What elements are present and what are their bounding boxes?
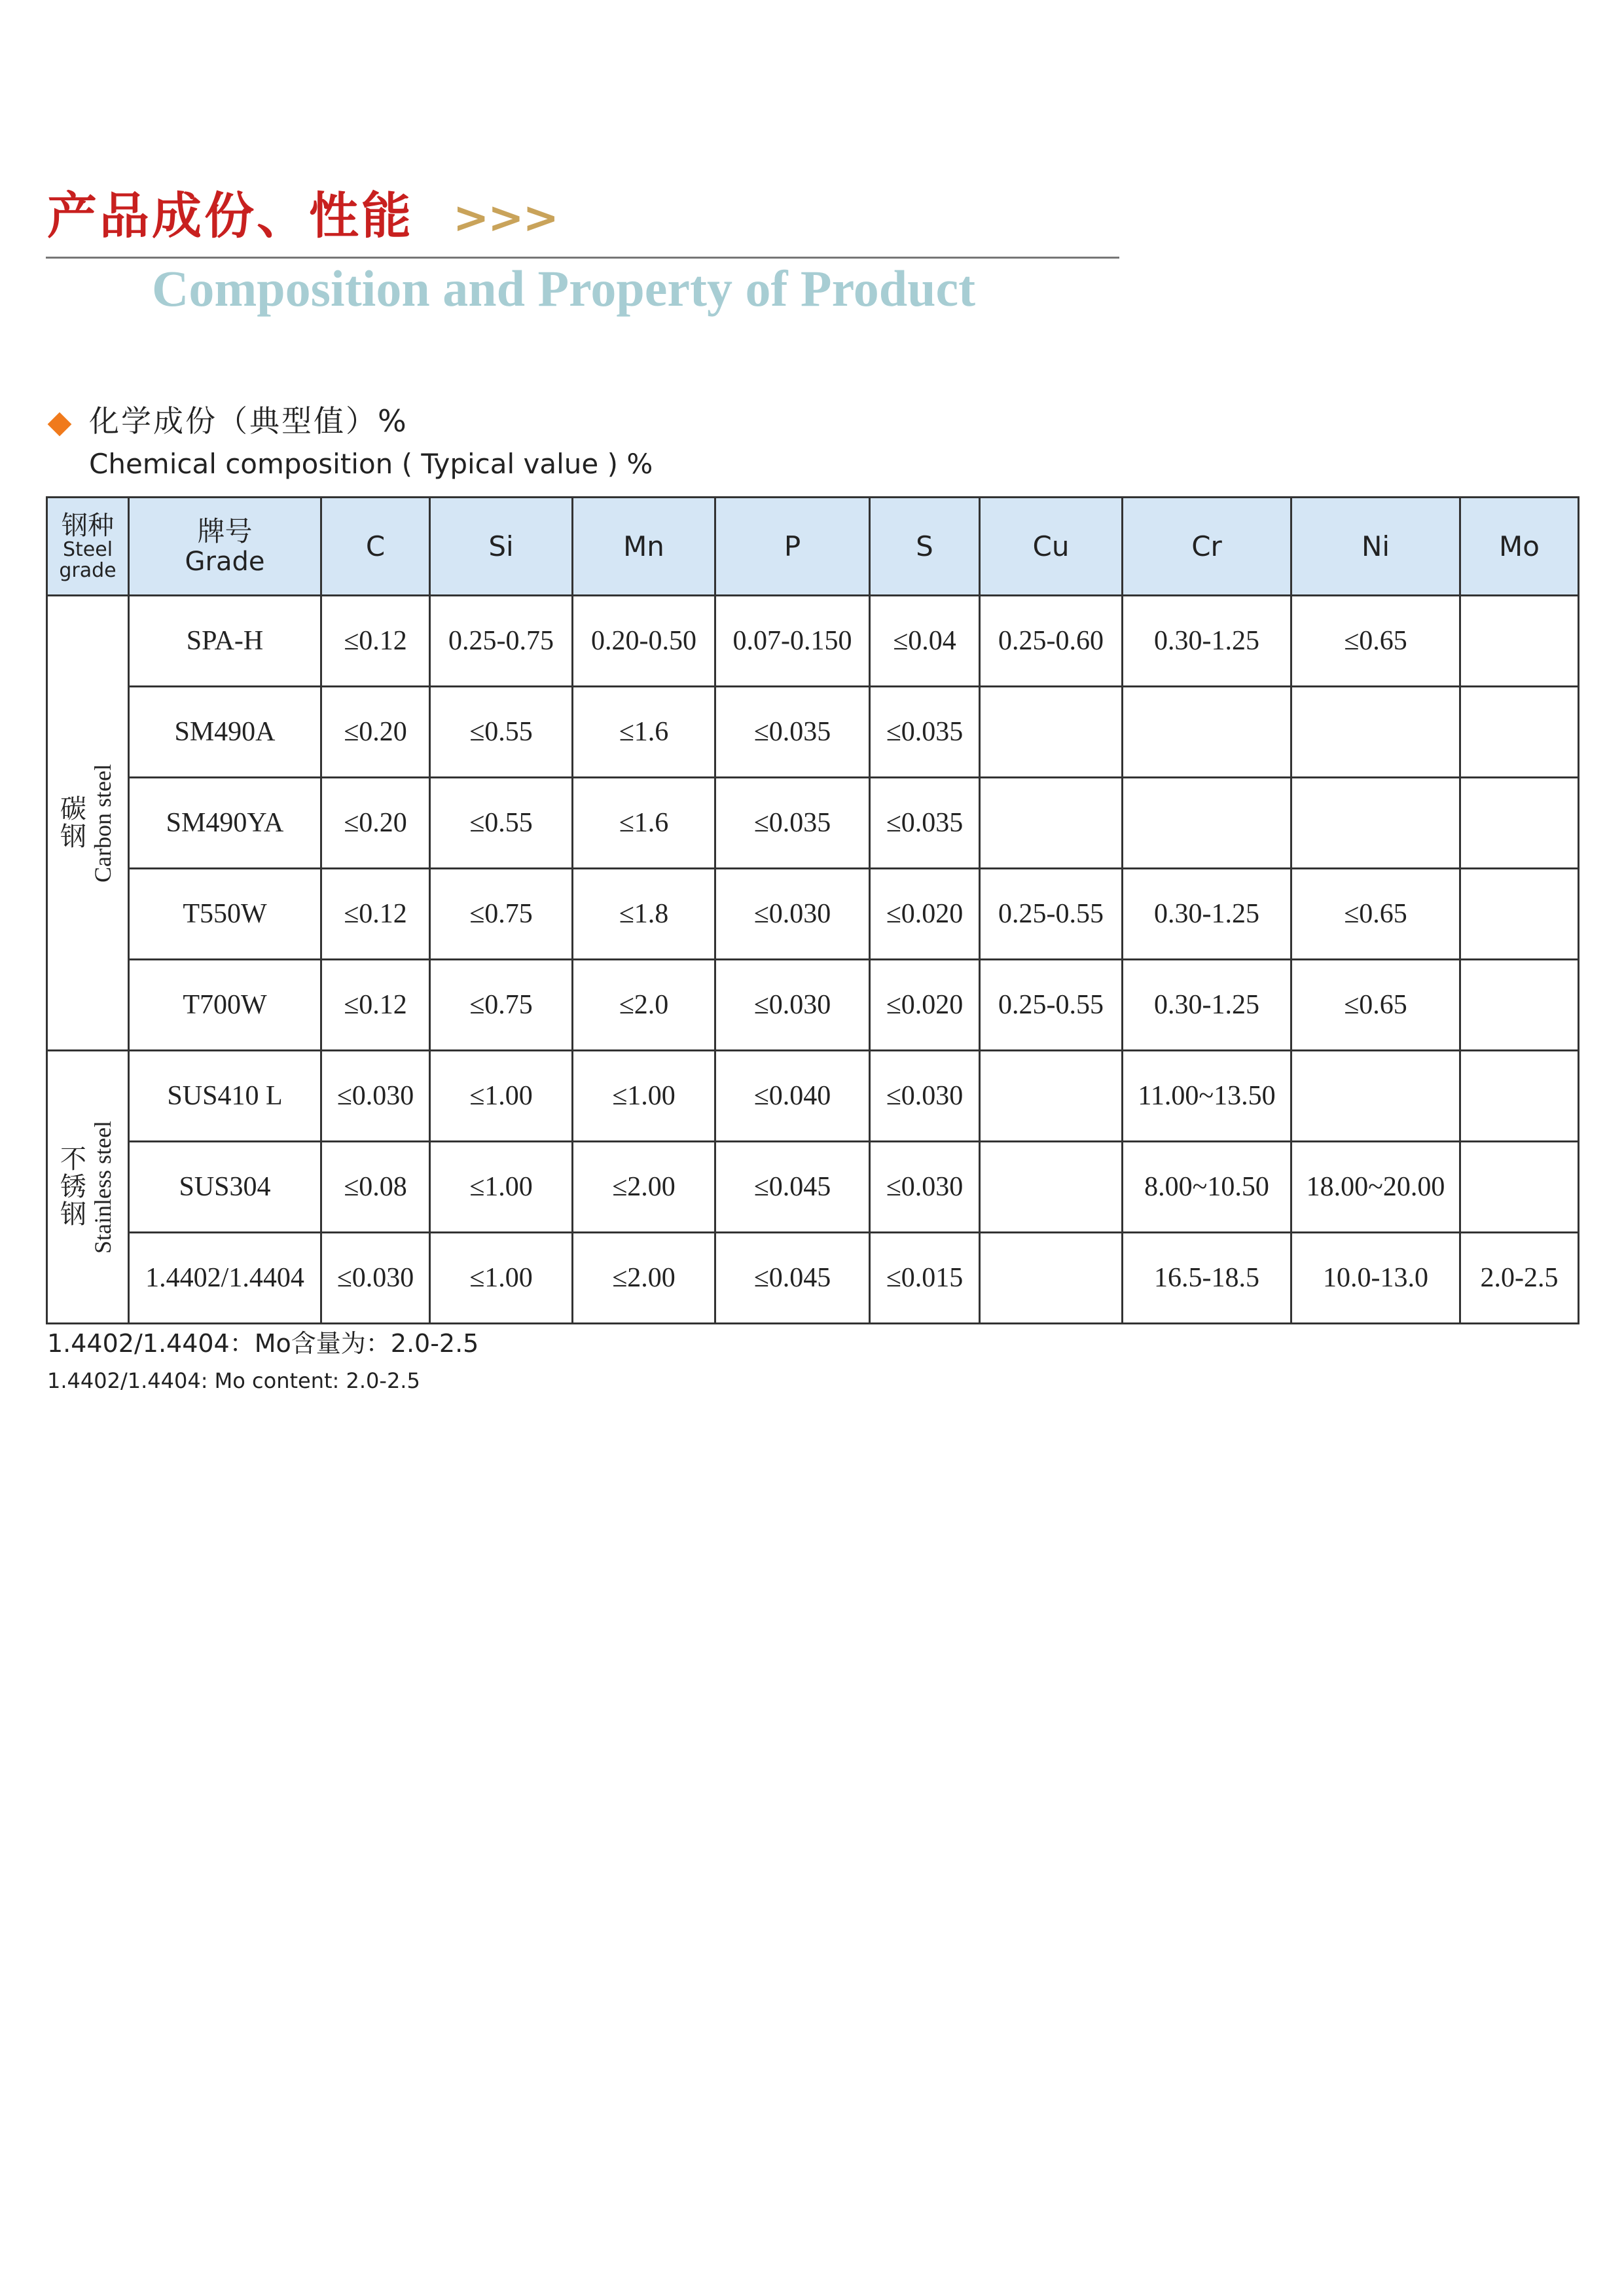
value-cell: ≤0.035 <box>715 778 870 869</box>
grade-cell: T700W <box>129 960 321 1051</box>
value-cell: ≤1.6 <box>573 687 715 778</box>
value-cell <box>1123 778 1291 869</box>
value-cell: 0.25-0.55 <box>980 869 1123 960</box>
value-cell <box>1291 778 1460 869</box>
value-cell: ≤0.55 <box>430 687 573 778</box>
value-cell: ≤0.030 <box>870 1051 980 1142</box>
header-element-p: P <box>715 498 870 596</box>
value-cell: ≤0.20 <box>321 687 430 778</box>
header-steel-grade <box>47 498 129 596</box>
value-cell: ≤0.04 <box>870 596 980 687</box>
value-cell: ≤0.65 <box>1291 869 1460 960</box>
header-element-cr: Cr <box>1123 498 1291 596</box>
value-cell <box>1460 596 1579 687</box>
value-cell: ≤1.00 <box>430 1233 573 1324</box>
value-cell: 8.00~10.50 <box>1123 1142 1291 1233</box>
group-label-cn: 不锈钢 <box>60 1144 86 1230</box>
value-cell: ≤0.12 <box>321 596 430 687</box>
title-arrows-icon: >>> <box>453 192 558 243</box>
value-cell: 0.25-0.55 <box>980 960 1123 1051</box>
value-cell: ≤0.040 <box>715 1051 870 1142</box>
header-steel-grade-cn: 钢种 <box>62 511 114 541</box>
group-label-cn: 碳钢 <box>60 794 86 852</box>
value-cell: ≤2.00 <box>573 1142 715 1233</box>
value-cell: 2.0-2.5 <box>1460 1233 1579 1324</box>
page-title-cn: 产品成份、性能 <box>47 187 414 245</box>
grade-cell: SPA-H <box>129 596 321 687</box>
value-cell: ≤0.030 <box>870 1142 980 1233</box>
value-cell <box>1460 778 1579 869</box>
value-cell <box>980 687 1123 778</box>
value-cell: 0.30-1.25 <box>1123 960 1291 1051</box>
section-title-en: Chemical composition ( Typical value ) % <box>89 448 653 480</box>
table-header-row <box>47 498 1579 596</box>
value-cell: 0.25-0.60 <box>980 596 1123 687</box>
value-cell: ≤0.75 <box>430 869 573 960</box>
value-cell: ≤2.0 <box>573 960 715 1051</box>
group-stainless-steel <box>47 1051 129 1324</box>
value-cell: 0.07-0.150 <box>715 596 870 687</box>
grade-cell: SUS410 L <box>129 1051 321 1142</box>
value-cell: 10.0-13.0 <box>1291 1233 1460 1324</box>
value-cell: ≤0.015 <box>870 1233 980 1324</box>
header-element-si: Si <box>430 498 573 596</box>
value-cell: ≤0.65 <box>1291 960 1460 1051</box>
table-row <box>47 596 1579 687</box>
value-cell <box>980 1051 1123 1142</box>
value-cell <box>1460 1051 1579 1142</box>
value-cell: ≤0.12 <box>321 869 430 960</box>
header-grade-cn: 牌号 <box>197 515 253 548</box>
grade-cell: 1.4402/1.4404 <box>129 1233 321 1324</box>
table-row <box>47 778 1579 869</box>
value-cell: ≤0.08 <box>321 1142 430 1233</box>
header-element-s: S <box>870 498 980 596</box>
diamond-bullet-icon <box>48 412 72 437</box>
value-cell: ≤0.55 <box>430 778 573 869</box>
value-cell: ≤0.020 <box>870 960 980 1051</box>
value-cell <box>1291 687 1460 778</box>
value-cell: ≤1.00 <box>430 1051 573 1142</box>
value-cell: ≤0.65 <box>1291 596 1460 687</box>
table-row <box>47 1142 1579 1233</box>
value-cell <box>980 1142 1123 1233</box>
value-cell: ≤1.00 <box>430 1142 573 1233</box>
group-label-en: Carbon steel <box>90 763 116 883</box>
value-cell: 0.30-1.25 <box>1123 596 1291 687</box>
value-cell: ≤0.75 <box>430 960 573 1051</box>
value-cell: ≤0.020 <box>870 869 980 960</box>
value-cell <box>980 1233 1123 1324</box>
header-element-mo: Mo <box>1460 498 1579 596</box>
table-row <box>47 960 1579 1051</box>
value-cell: ≤0.045 <box>715 1142 870 1233</box>
composition-table <box>46 496 1579 1324</box>
value-cell <box>1123 687 1291 778</box>
value-cell: ≤0.030 <box>321 1233 430 1324</box>
value-cell: 18.00~20.00 <box>1291 1142 1460 1233</box>
title-divider <box>46 257 1119 259</box>
value-cell: ≤1.6 <box>573 778 715 869</box>
value-cell: ≤0.030 <box>715 869 870 960</box>
value-cell: ≤0.035 <box>870 687 980 778</box>
value-cell <box>1460 869 1579 960</box>
value-cell: ≤1.8 <box>573 869 715 960</box>
value-cell: ≤1.00 <box>573 1051 715 1142</box>
value-cell: 11.00~13.50 <box>1123 1051 1291 1142</box>
table-row <box>47 1233 1579 1324</box>
header-steel-grade-en: Steel grade <box>59 538 117 582</box>
header-grade-en: Grade <box>185 546 265 577</box>
value-cell <box>1460 1142 1579 1233</box>
footnote-en: 1.4402/1.4404: Mo content: 2.0-2.5 <box>47 1368 420 1393</box>
group-carbon-steel <box>47 596 129 1051</box>
value-cell <box>1460 687 1579 778</box>
header-grade <box>129 498 321 596</box>
section-title-cn: 化学成份（典型值）% <box>89 403 408 439</box>
grade-cell: SM490YA <box>129 778 321 869</box>
value-cell: ≤0.20 <box>321 778 430 869</box>
value-cell: ≤0.035 <box>870 778 980 869</box>
group-label-en: Stainless steel <box>90 1120 116 1254</box>
value-cell: 0.20-0.50 <box>573 596 715 687</box>
value-cell: ≤0.045 <box>715 1233 870 1324</box>
value-cell: ≤2.00 <box>573 1233 715 1324</box>
header-element-mn: Mn <box>573 498 715 596</box>
header-element-c: C <box>321 498 430 596</box>
value-cell: 16.5-18.5 <box>1123 1233 1291 1324</box>
grade-cell: SM490A <box>129 687 321 778</box>
page-title-en: Composition and Property of Product <box>152 260 976 317</box>
value-cell: 0.30-1.25 <box>1123 869 1291 960</box>
value-cell: 0.25-0.75 <box>430 596 573 687</box>
grade-cell: SUS304 <box>129 1142 321 1233</box>
value-cell: ≤0.030 <box>715 960 870 1051</box>
value-cell <box>1291 1051 1460 1142</box>
header-element-ni: Ni <box>1291 498 1460 596</box>
value-cell <box>1460 960 1579 1051</box>
table-row <box>47 687 1579 778</box>
value-cell: ≤0.12 <box>321 960 430 1051</box>
footnote-cn: 1.4402/1.4404：Mo含量为：2.0-2.5 <box>47 1329 479 1358</box>
table-row <box>47 869 1579 960</box>
value-cell: ≤0.030 <box>321 1051 430 1142</box>
grade-cell: T550W <box>129 869 321 960</box>
header-element-cu: Cu <box>980 498 1123 596</box>
value-cell <box>980 778 1123 869</box>
table-row <box>47 1051 1579 1142</box>
value-cell: ≤0.035 <box>715 687 870 778</box>
